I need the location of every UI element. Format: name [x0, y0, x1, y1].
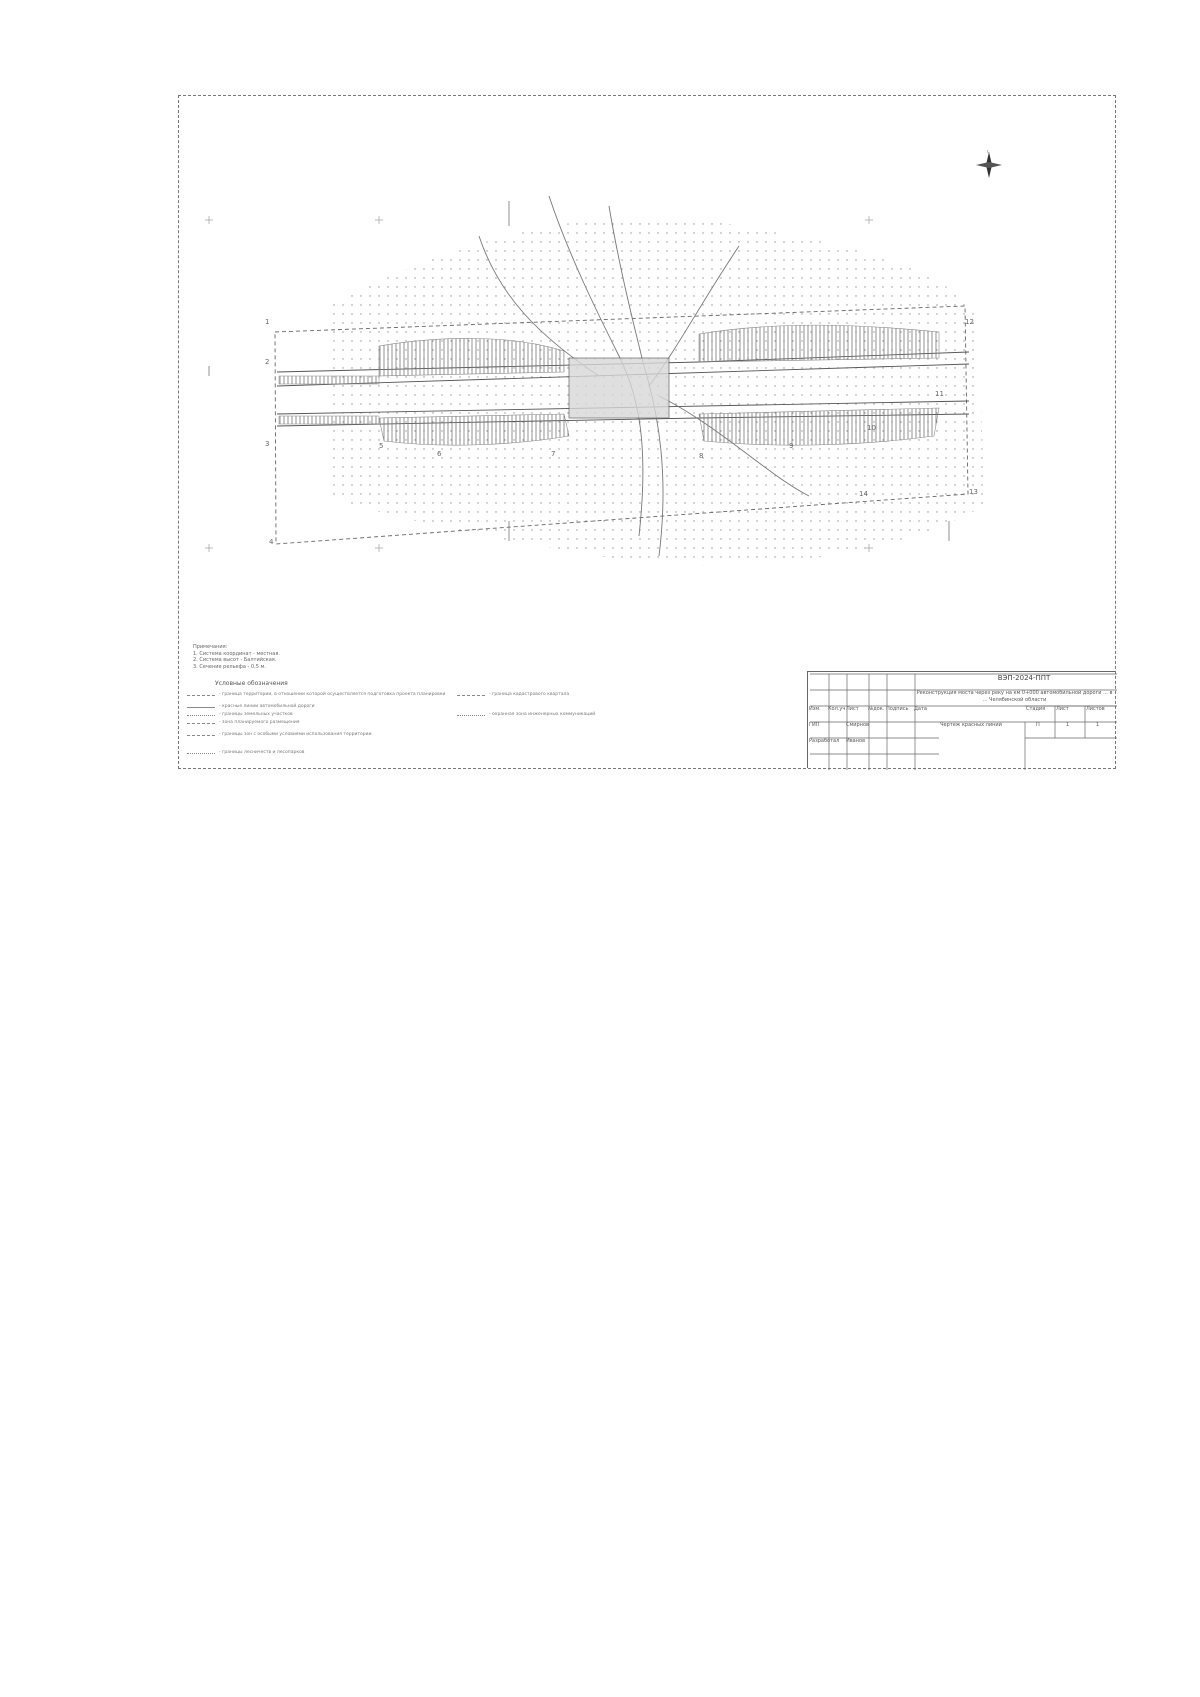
legend-item [457, 712, 717, 718]
note-line: Примечания: [193, 644, 228, 650]
legend-text: - границы лесничеств и лесопарков [219, 750, 305, 755]
note-line: 2. Система высот - Балтийская. [193, 657, 277, 663]
station-label: 6 [437, 450, 442, 458]
station-label: 2 [265, 358, 270, 366]
sheet-value: 1 [1066, 722, 1070, 728]
legend-symbol [187, 715, 215, 718]
station-label: 9 [789, 442, 794, 450]
legend-symbol [187, 735, 215, 738]
legend-item [457, 692, 717, 698]
stamp-header: Дата [914, 706, 927, 712]
site-plan-drawing [179, 96, 1117, 770]
legend-item [187, 720, 447, 726]
sheets-header: Листов [1086, 706, 1105, 712]
station-label: 7 [551, 450, 556, 458]
station-label: 4 [269, 538, 274, 546]
project-title: Реконструкция моста через реку на км 0+000 автомобильной дороги ... в ... Челябинской области [916, 690, 1113, 703]
stamp-header: Кол.уч [828, 706, 846, 712]
sheet-header: Лист [1056, 706, 1069, 712]
north-label: С [987, 150, 990, 154]
stamp-header: Подпись [886, 706, 909, 712]
legend-title: Условные обозначения [215, 680, 288, 687]
notes [193, 644, 280, 670]
stage-header: Стадия [1026, 706, 1046, 712]
stamp-role: ГИП [809, 722, 820, 728]
drawing-sheet [178, 95, 1116, 769]
station-label: 13 [969, 488, 978, 496]
stamp-header: Лист [846, 706, 859, 712]
legend-symbol [187, 707, 215, 710]
station-label: 1 [265, 318, 270, 326]
stamp-role: Разработал [809, 738, 840, 744]
legend-item [187, 704, 447, 710]
station-label: 8 [699, 452, 704, 460]
note-line: 3. Сечение рельефа - 0,5 м. [193, 663, 266, 670]
legend-text: - границы зон с особыми условиями использования территории [219, 732, 372, 737]
station-label: 14 [859, 490, 868, 498]
legend-text: - граница кадастрового квартала [489, 692, 570, 697]
legend-item [187, 750, 447, 756]
legend-symbol [187, 753, 215, 756]
stage-value: П [1036, 722, 1040, 728]
station-label: 12 [965, 318, 974, 326]
title-block [807, 671, 1115, 768]
station-label: 5 [379, 442, 384, 450]
station-label: 10 [867, 424, 876, 432]
stamp-person: Иванов [846, 738, 866, 744]
legend-text: - охранная зона инженерных коммуникаций [489, 712, 596, 717]
legend-text: - красные линии автомобильной дороги [219, 704, 315, 709]
sheet-name: Чертеж красных линий [940, 722, 1002, 728]
legend-text: - граница территории, в отношении которой осуществляется подготовка проекта планировки [219, 692, 446, 697]
sheets-value: 1 [1096, 722, 1100, 728]
station-label: 11 [935, 390, 944, 398]
legend-text: - границы земельных участков [219, 712, 293, 717]
stamp-header: Изм. [809, 706, 821, 712]
legend-symbol [187, 723, 215, 726]
legend-symbol [457, 695, 485, 698]
north-arrow-icon [974, 150, 1004, 180]
legend-item [187, 712, 447, 718]
legend-symbol [187, 695, 215, 698]
station-label: 3 [265, 440, 270, 448]
bridge [569, 358, 669, 418]
document-code: ВЭП-2024-ППТ [997, 674, 1051, 682]
legend-item [187, 732, 447, 738]
legend-text: - зона планируемого размещения [219, 720, 300, 725]
note-line: 1. Система координат - местная. [193, 650, 280, 657]
stamp-header: №док. [868, 706, 885, 712]
legend-item [187, 692, 447, 698]
stamp-person: Смирнов [846, 722, 869, 728]
legend-symbol [457, 715, 485, 718]
